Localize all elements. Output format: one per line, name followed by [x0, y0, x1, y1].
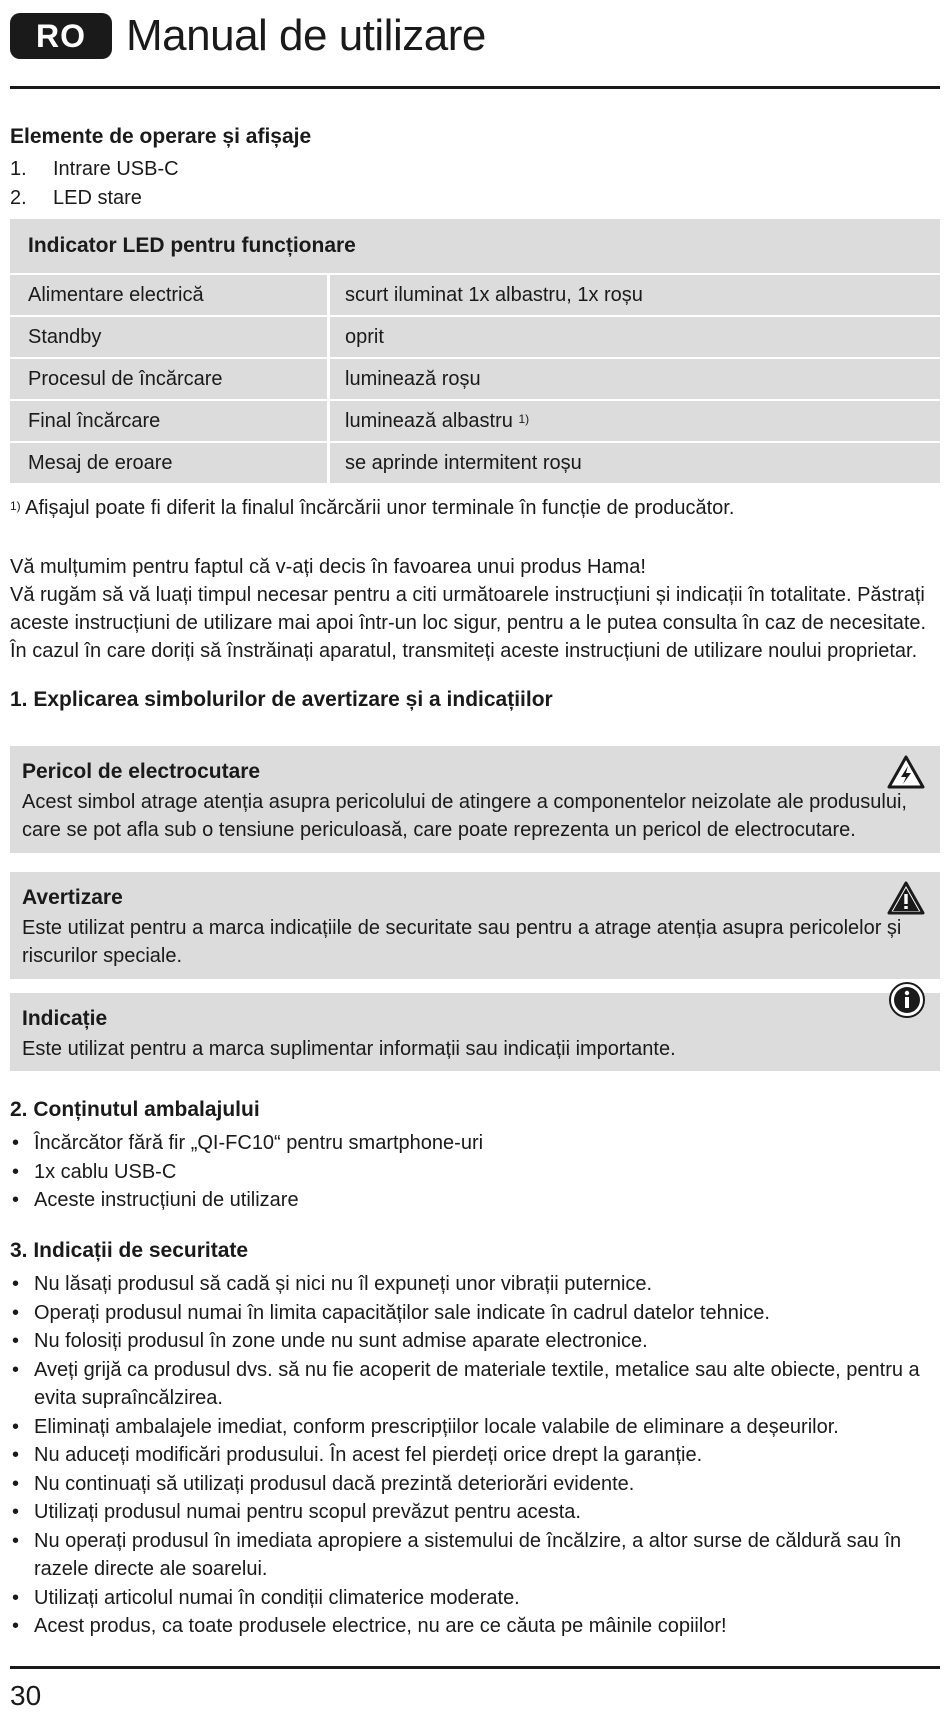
list-item: • Încărcător fără fir „QI-FC10“ pentru smartphone-uri — [10, 1129, 940, 1158]
footnote-mark: 1) — [10, 499, 21, 513]
list-item: • Acest produs, ca toate produsele electrice, nu are ce căuta pe mâinile copiilor! — [10, 1612, 940, 1641]
led-indicator-table — [10, 219, 940, 483]
safety-instructions-list — [10, 1270, 940, 1641]
controls-list — [10, 155, 940, 213]
list-item: • Nu aduceți modificări produsului. În acest fel pierdeți orice drept la garanție. — [10, 1441, 940, 1470]
table-cell-value: se aprinde intermitent roșu — [345, 452, 582, 474]
table-cell-value: luminează albastru $^{1)}$ — [345, 410, 530, 432]
table-cell-label: Mesaj de eroare — [10, 443, 330, 483]
list-item: • Nu continuați să utilizați produsul dacă prezintă deteriorări evidente. — [10, 1470, 940, 1499]
item-number: 1. — [10, 158, 27, 180]
intro-line: Vă mulțumim pentru faptul că v-ați decis în favoarea unui produs Hama! — [10, 556, 646, 578]
item-text: LED stare — [53, 187, 142, 209]
list-item: • Nu lăsați produsul să cadă și nici nu îl expuneți unor vibrații puternice. — [10, 1270, 940, 1299]
list-item: • Aceste instrucțiuni de utilizare — [10, 1186, 940, 1215]
table-cell-value: scurt iluminat 1x albastru, 1x roșu — [345, 284, 643, 306]
list-item: • Aveți grijă ca produsul dvs. să nu fie acoperit de materiale textile, metalice sau alte obiecte, pentru a evita supraîncălzirea. — [10, 1356, 940, 1413]
table-cell-value: oprit — [345, 326, 384, 348]
warning-box — [10, 872, 940, 979]
table-cell-label: Procesul de încărcare — [10, 359, 330, 399]
page-header — [10, 10, 486, 62]
box-text: Este utilizat pentru a marca suplimentar informații sau indicații importante. — [22, 1038, 676, 1060]
list-item: • Utilizați articolul numai în condiții climaterice moderate. — [10, 1584, 940, 1613]
list-item: • Utilizați produsul numai pentru scopul prevăzut pentru acesta. — [10, 1498, 940, 1527]
table-row — [10, 441, 940, 483]
table-row — [10, 399, 940, 441]
list-item: • 1x cablu USB-C — [10, 1158, 940, 1187]
item-number: 2. — [10, 187, 27, 209]
box-title: Pericol de electrocutare — [22, 760, 261, 783]
page-number: 30 — [10, 1680, 42, 1711]
table-cell-value: luminează roșu — [345, 368, 481, 390]
footer-divider — [10, 1666, 940, 1669]
item-text: Intrare USB-C — [53, 158, 179, 180]
section-1-heading: 1. Explicarea simbolurilor de avertizare și a indicațiilor — [10, 688, 553, 711]
table-row — [10, 273, 940, 315]
table-cell-label: Standby — [10, 317, 330, 357]
section-3-heading: 3. Indicații de securitate — [10, 1239, 249, 1262]
controls-heading: Elemente de operare și afișaje — [10, 125, 312, 148]
intro-paragraph — [10, 553, 940, 665]
table-cell-label: Final încărcare — [10, 401, 330, 441]
list-item: • Nu folosiți produsul în zone unde nu sunt admise aparate electronice. — [10, 1327, 940, 1356]
list-item — [10, 155, 940, 184]
section-2-heading: 2. Conținutul ambalajului — [10, 1098, 260, 1121]
table-row — [10, 357, 940, 399]
manual-page — [10, 0, 940, 1732]
table-cell-label: Alimentare electrică — [10, 275, 330, 315]
intro-text: Vă rugăm să vă luați timpul necesar pentru a citi următoarele instrucțiuni și indicații în totalitate. Păstrați aceste instrucțiuni de utilizare mai apoi într-un loc sigur, pentru a le putea consulta în caz de necesitate. În cazul în care doriți să înstrăinați aparatul, transmiteți aceste instrucțiuni de utilizare noului proprietar. — [10, 584, 927, 662]
info-icon — [888, 981, 926, 1019]
box-text: Este utilizat pentru a marca indicațiile de securitate sau pentru a atrage atenția asupra pericolelor și riscurilor speciale. — [22, 917, 902, 967]
electric-hazard-box — [10, 746, 940, 853]
footnote-text: Afișajul poate fi diferit la finalul încărcării unor terminale în funcție de producător. — [25, 497, 735, 519]
table-footnote — [10, 494, 940, 522]
box-title: Avertizare — [22, 886, 123, 909]
electric-hazard-icon — [886, 754, 926, 790]
list-item: • Eliminați ambalajele imediat, conform prescripțiilor locale valabile de eliminare a deșeurilor. — [10, 1413, 940, 1442]
header-divider — [10, 86, 940, 89]
table-row — [10, 315, 940, 357]
led-table-heading: Indicator LED pentru funcționare — [28, 234, 356, 257]
list-item: • Operați produsul numai în limita capacităților sale indicate în cadrul datelor tehnice. — [10, 1299, 940, 1328]
document-title: Manual de utilizare — [126, 11, 486, 60]
info-box — [10, 993, 940, 1071]
language-badge: RO — [10, 13, 112, 59]
footnote-marker: 1) — [518, 412, 530, 426]
warning-icon — [886, 880, 926, 916]
box-text: Acest simbol atrage atenția asupra pericolului de atingere a componentelor neizolate ale produsului, care se pot afla sub o tensiune periculoasă, care poate reprezenta un pericol de electrocutare. — [22, 791, 907, 841]
box-title: Indicație — [22, 1007, 108, 1030]
list-item — [10, 184, 940, 213]
list-item: • Nu operați produsul în imediata apropiere a sistemului de încălzire, a altor surse de căldură sau în razele directe ale soarelui. — [10, 1527, 940, 1584]
package-contents-list — [10, 1129, 940, 1215]
